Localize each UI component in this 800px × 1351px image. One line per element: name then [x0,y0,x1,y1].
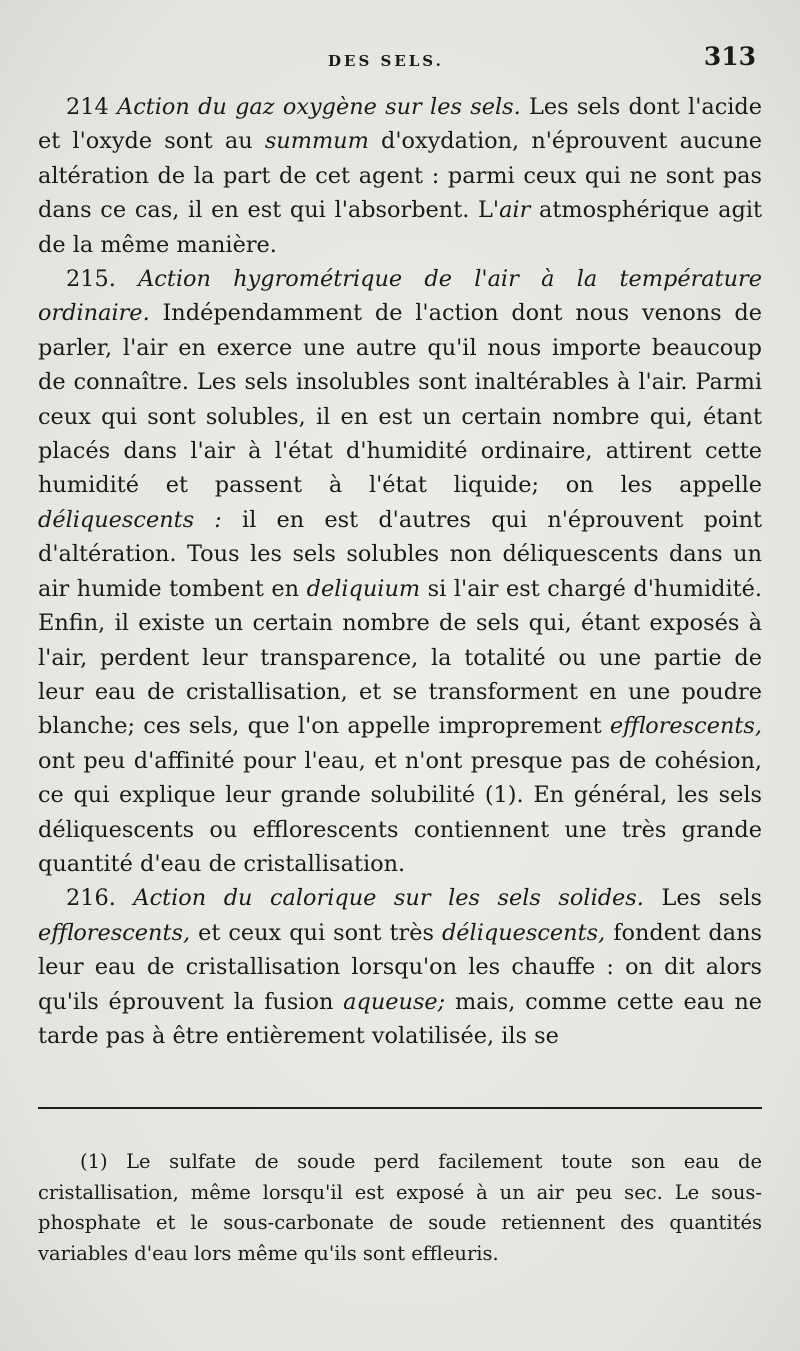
footnote-divider [38,1107,762,1109]
running-head: DES SELS. [328,52,444,70]
paragraph-text: d'oxydation, n'éprouvent aucune altération de la part de cet agent : parmi ceux qui ne sont pas dans ce cas, il en est qui l'absorbent. L' [38,128,762,224]
paragraph-text: et ceux qui sont très [190,919,442,946]
paragraph-text: Indépendamment de l'action dont nous venons de parler, l'air en exerce une autre qu'il nous importe beaucoup de connaître. Les sels insolubles sont inaltérables à l'air. Parmi ceux qui sont solubles, il en est un certain nombre qui, étant placés dans l'air à l'état d'humidité ordinaire, attirent cette humidité et passent à l'état liquide; on les appelle [38,300,762,499]
emphasis: déliquescents, [441,919,606,946]
paragraph-text: mais, comme cette eau ne tarde pas à être entièrement volatilisée, ils se [38,988,763,1049]
paragraph-text: fondent dans leur eau de cristallisation lorsqu'on les chauffe : on dit alors qu'ils éprouvent la fusion [38,919,762,1015]
paragraph-number: 214 [66,94,109,120]
emphasis: aqueuse; [343,988,446,1015]
section-heading: Action du calorique sur les sels solides. [133,885,644,912]
emphasis: air [499,197,531,224]
paragraph-215 [38,262,762,881]
paragraph-214 [38,90,762,262]
paragraph-text: Les sels dont l'acide et l'oxyde sont au [38,94,762,155]
paragraph-text: il en est d'autres qui n'éprouvent point d'altération. Tous les sels solubles non déliquescents dans un air humide tombent en [38,506,762,602]
footnote: (1) Le sulfate de soude perd facilement toute son eau de cristallisation, même lorsqu'il est exposé à un air peu sec. Le sous-phosphate et le sous-carbonate de soude retiennent des quantités variables d'eau lors même qu'ils sont effleuris. [38,1150,762,1265]
paragraph-216 [38,881,762,1053]
paragraph-number: 215. [66,266,116,293]
paragraph-text: atmosphérique agit de la même manière. [38,197,762,258]
main-text [38,90,762,1053]
section-heading: Action du gaz oxygène sur les sels. [117,94,521,120]
paragraph-text: Les sels [643,885,762,912]
paragraph-text: ont peu d'affinité pour l'eau, et n'ont presque pas de cohésion, ce qui explique leur grande solubilité (1). En général, les sels déliquescents ou efflorescents contiennent une très grande quantité d'eau de cristallisation. [38,747,762,877]
page-header [38,42,762,82]
emphasis: déliquescents : [38,506,222,533]
emphasis: efflorescents, [609,713,762,740]
emphasis: efflorescents, [38,919,191,946]
page-number: 313 [703,42,756,71]
paragraph-text: si l'air est chargé d'humidité. Enfin, il existe un certain nombre de sels qui, étant exposés à l'air, perdent leur transparence, la totalité ou une partie de leur eau de cristallisation, et se transforment en une poudre blanche; ces sels, que l'on appelle improprement [38,575,762,740]
paragraph-number: 216. [66,885,116,912]
emphasis: summum [264,128,369,155]
section-heading: Action hygrométrique de l'air à la température ordinaire. [38,266,762,327]
emphasis: deliquium [306,575,421,602]
